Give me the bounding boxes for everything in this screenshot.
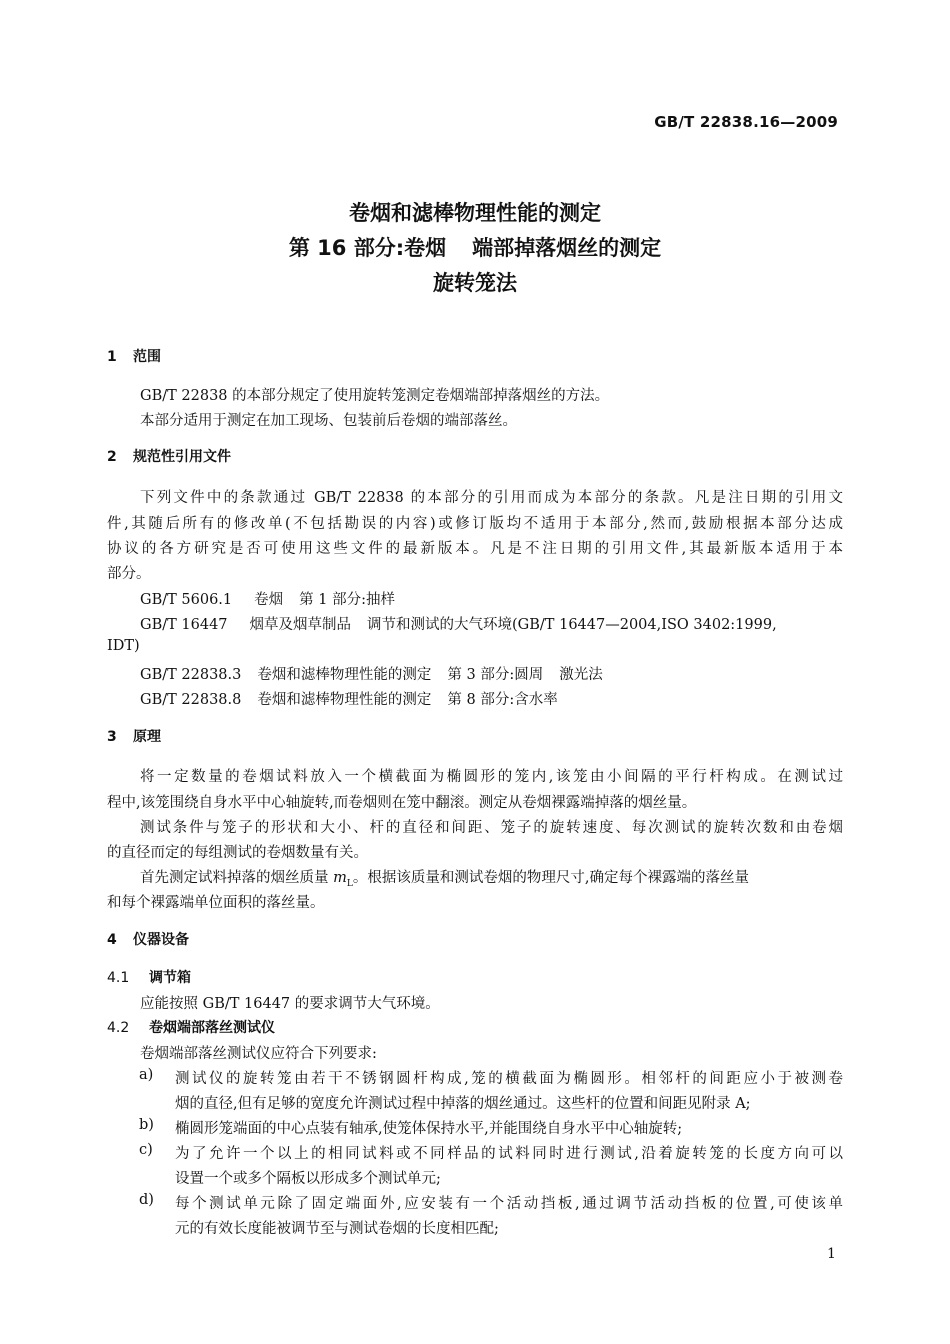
list-item-a-line-1: 测试仪的旋转笼由若干不锈钢圆杆构成,笼的横截面为椭圆形。相邻杆的间距应小于被测卷 (175, 1071, 843, 1087)
section-2-para-line-1: 下列文件中的条款通过 GB/T 22838 的本部分的引用而成为本部分的条款。凡是注日期的引用文 (140, 490, 843, 506)
list-item-c-label: c) (139, 1142, 153, 1158)
reference-4: GB/T 22838.8 卷烟和滤棒物理性能的测定 第 8 部分:含水率 (140, 692, 558, 708)
mass-symbol: m (333, 870, 347, 886)
section-3-para-3-line-2: 和每个裸露端单位面积的落丝量。 (107, 895, 325, 911)
section-2-para-line-2: 件,其随后所有的修改单(不包括勘误的内容)或修订版均不适用于本部分,然而,鼓励根据本部分达成 (107, 516, 843, 532)
list-item-d-line-1: 每个测试单元除了固定端面外,应安装有一个活动挡板,通过调节活动挡板的位置,可使该单 (175, 1196, 843, 1212)
list-item-b-line-1: 椭圆形笼端面的中心点装有轴承,使笼体保持水平,并能围绕自身水平中心轴旋转; (175, 1121, 683, 1137)
section-3-para-1-line-1: 将一定数量的卷烟试料放入一个横截面为椭圆形的笼内,该笼由小间隔的平行杆构成。在测试过 (140, 769, 843, 785)
page-number: 1 (827, 1246, 836, 1262)
section-1-para-1: GB/T 22838 的本部分规定了使用旋转笼测定卷烟端部掉落烟丝的方法。 (140, 388, 610, 404)
section-3-para-1-line-2: 程中,该笼围绕自身水平中心轴旋转,而卷烟则在笼中翻滚。测定从卷烟裸露端掉落的烟丝量。 (107, 795, 697, 811)
section-3-para-2-line-1: 测试条件与笼子的形状和大小、杆的直径和间距、笼子的旋转速度、每次测试的旋转次数和由卷烟 (140, 820, 843, 836)
mass-subscript: L (346, 878, 353, 889)
title-subject: 端部掉落烟丝的测定 (472, 236, 662, 260)
section-4-1-para: 应能按照 GB/T 16447 的要求调节大气环境。 (140, 996, 440, 1012)
section-4-1-heading: 4.1 调节箱 (107, 970, 191, 986)
title-line-3: 旋转笼法 (433, 271, 517, 295)
section-3-para-3-line-1: 首先测定试料掉落的烟丝质量 $m_L$。根据该质量和测试卷烟的物理尺寸,确定每个裸露端的落丝量 (140, 870, 749, 889)
section-4-2-intro: 卷烟端部落丝测试仪应符合下列要求: (140, 1046, 377, 1062)
title-line-1: 卷烟和滤棒物理性能的测定 (349, 201, 601, 225)
section-4-2-heading: 4.2 卷烟端部落丝测试仪 (107, 1020, 275, 1036)
section-2-heading: 2 规范性引用文件 (107, 449, 231, 465)
section-4-heading: 4 仪器设备 (107, 932, 189, 948)
section-3-para-2-line-2: 的直径而定的每组测试的卷烟数量有关。 (107, 845, 368, 861)
list-item-a-label: a) (139, 1067, 154, 1083)
reference-1: GB/T 5606.1 卷烟 第 1 部分:抽样 (140, 592, 395, 608)
list-item-b-label: b) (139, 1117, 154, 1133)
section-2-para-line-3: 协议的各方研究是否可使用这些文件的最新版本。凡是不注日期的引用文件,其最新版本适用于本 (107, 541, 843, 557)
reference-2-continued: IDT) (107, 638, 140, 654)
reference-2: GB/T 16447 烟草及烟草制品 调节和测试的大气环境(GB/T 16447—2004,ISO 3402:1999, (140, 617, 777, 633)
list-item-d-line-2: 元的有效长度能被调节至与测试卷烟的长度相匹配; (175, 1221, 499, 1237)
section-1-para-2: 本部分适用于测定在加工现场、包装前后卷烟的端部落丝。 (140, 413, 517, 429)
reference-3: GB/T 22838.3 卷烟和滤棒物理性能的测定 第 3 部分:圆周 激光法 (140, 667, 603, 683)
section-1-heading: 1 范围 (107, 349, 161, 365)
list-item-d-label: d) (139, 1192, 154, 1208)
list-item-c-line-2: 设置一个或多个隔板以形成多个测试单元; (175, 1171, 441, 1187)
section-3-heading: 3 原理 (107, 729, 161, 745)
list-item-c-line-1: 为了允许一个以上的相同试料或不同样品的试料同时进行测试,沿着旋转笼的长度方向可以 (175, 1146, 843, 1162)
standard-code: GB/T 22838.16—2009 (654, 113, 838, 131)
section-2-para-line-4: 部分。 (107, 566, 151, 582)
list-item-a-line-2: 烟的直径,但有足够的宽度允许测试过程中掉落的烟丝通过。这些杆的位置和间距见附录 A; (175, 1096, 751, 1112)
title-part-number: 第 16 部分:卷烟 (288, 236, 447, 260)
title-line-2 (0, 232, 950, 262)
